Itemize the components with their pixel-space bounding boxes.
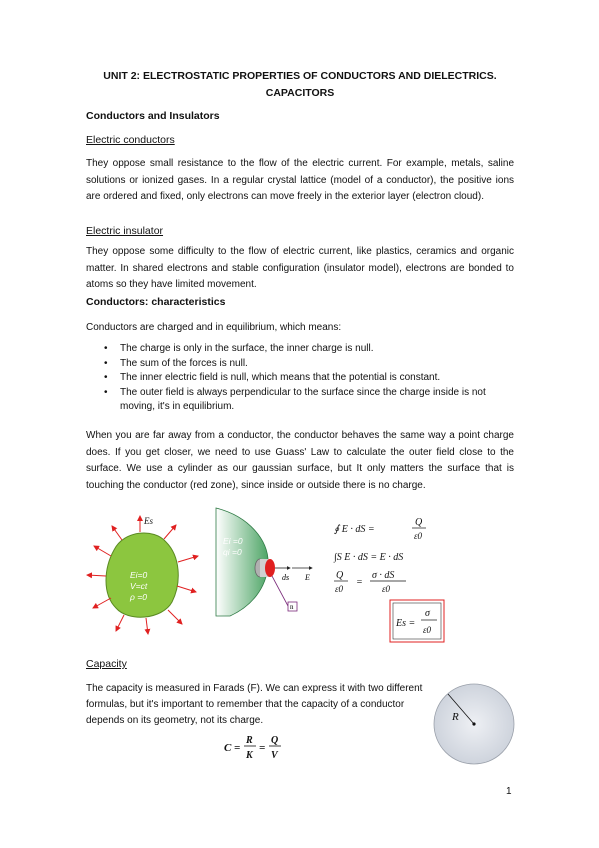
paragraph-insulator: They oppose some difficulty to the flow of electric current, like plastics, ceramics and organic matter. In shared electrons and stable configuration (insulator model), electrons are bonded to atoms so they have limited movement.	[86, 246, 514, 290]
formula-v: V	[271, 750, 278, 761]
paragraph-conductors: They oppose small resistance to the flow of the electric current. For example, metals, saline solutions or ionized gases. In a regular crystal lattice (model of a conductor), the positive ions are ordered and fixed, only electrons can move freely in the exterior layer (electron cloud).	[86, 158, 514, 202]
eq-box-left: Es =	[396, 618, 416, 629]
conductor-field-figure	[84, 512, 210, 636]
eq1-den: ε0	[414, 531, 423, 541]
paragraph-intro: Conductors are charged and in equilibrium, which means:	[86, 322, 342, 333]
blob-label-ei: Ei=0	[130, 570, 148, 580]
sphere-radius-figure	[432, 682, 516, 766]
capacity-formula	[222, 730, 292, 764]
e-label: E	[305, 573, 310, 582]
paragraph-gauss: When you are far away from a conductor, the conductor behaves the same way a point charge does. If you get closer, we need to use Guass' Law to calculate the outer field close to the surface. We use a cylinder as our gaussian surface, but It only matters the surface that is touching the conductor (red zone), since inside or outside there is no charge.	[86, 430, 514, 491]
paragraph-capacity: The capacity is measured in Farads (F). We can express it with two different formulas, but it's important to remember that the capacity of a conductor depends on its geometry, not its charge.	[86, 683, 423, 726]
shell-label-ei: Ei =0	[223, 536, 243, 546]
sphere-radius-label: R	[452, 711, 459, 723]
formula-eq2: =	[259, 742, 266, 754]
eq2: ∫S E · dS = E · dS	[334, 552, 404, 563]
eq3-num1: Q	[336, 570, 344, 581]
eq-box-num: σ	[425, 608, 430, 619]
eq3-num2: σ · dS	[372, 570, 395, 581]
title-line-1: UNIT 2: ELECTROSTATIC PROPERTIES OF CONDUCTORS AND DIELECTRICS.	[103, 70, 497, 82]
eq3-den2: ε0	[382, 584, 391, 594]
characteristics-list	[86, 342, 516, 415]
n-label: n	[290, 603, 294, 611]
eq1-left: ∮ E · dS =	[334, 524, 375, 535]
section-heading-conductors-insulators: Conductors and Insulators	[86, 110, 220, 122]
list-item: • The outer field is always perpendicular to the surface since the charge inside is not moving, it's in equilibrium.	[86, 386, 516, 415]
list-item: • The sum of the forces is null.	[86, 357, 516, 372]
formula-c: C	[224, 742, 232, 754]
subheading-electric-conductors: Electric conductors	[86, 134, 175, 146]
subheading-electric-insulator: Electric insulator	[86, 225, 164, 237]
eq1-num: Q	[415, 517, 423, 528]
ds-label: ds	[282, 573, 290, 582]
title-line-2: CAPACITORS	[265, 87, 335, 99]
list-item: • The inner electric field is null, which means that the potential is constant.	[86, 371, 516, 386]
blob-label-rho: ρ =0	[130, 592, 147, 602]
section-heading-characteristics: Conductors: characteristics	[86, 296, 226, 308]
blob-label-v: V=ct	[130, 581, 148, 591]
gauss-equations	[332, 512, 472, 644]
document-title	[70, 68, 530, 102]
es-label: Es	[144, 516, 153, 526]
list-item: • The charge is only in the surface, the inner charge is null.	[86, 342, 516, 357]
eq-box-den: ε0	[423, 625, 432, 635]
formula-k: K	[246, 750, 253, 761]
formula-r: R	[246, 735, 253, 746]
formula-eq1: =	[234, 742, 241, 754]
gaussian-cylinder-figure	[214, 506, 324, 618]
subheading-capacity: Capacity	[86, 658, 127, 670]
eq3-den1: ε0	[335, 584, 344, 594]
eq3-eq: =	[356, 577, 363, 588]
formula-q: Q	[271, 735, 279, 746]
page-number: 1	[506, 786, 512, 797]
shell-label-qi: qi =0	[223, 547, 242, 557]
